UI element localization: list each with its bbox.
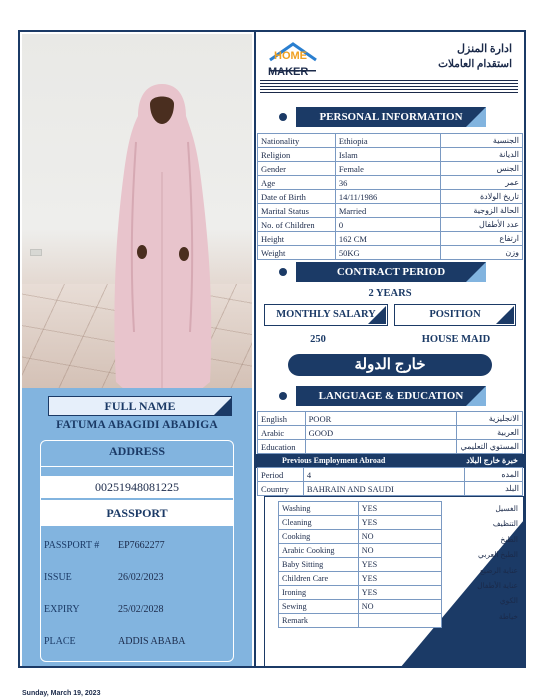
skill-arabic-label: التنظيف xyxy=(492,519,518,529)
fullname-label: FULL NAME xyxy=(104,399,176,413)
row-label: English xyxy=(258,412,306,426)
row-value: 36 xyxy=(335,176,440,190)
monthly-salary-value: 250 xyxy=(310,334,326,345)
skill-value: YES xyxy=(358,516,441,530)
skill-value: NO xyxy=(358,530,441,544)
table-row xyxy=(258,482,523,496)
row-value: GOOD xyxy=(305,426,457,440)
table-row xyxy=(258,468,523,482)
row-label: Religion xyxy=(258,148,336,162)
table-row xyxy=(279,544,442,558)
row-value xyxy=(305,440,457,454)
personal-info-title: PERSONAL INFORMATION xyxy=(319,111,463,123)
skills-table xyxy=(278,501,442,628)
row-value: Ethiopia xyxy=(335,134,440,148)
expiry-value: 25/02/2028 xyxy=(118,604,164,615)
language-education-header xyxy=(296,386,486,406)
logo-maker-text: MAKER xyxy=(268,66,309,78)
footer-date: Sunday, March 19, 2023 xyxy=(22,690,101,697)
skill-value: NO xyxy=(358,600,441,614)
row-arabic-label: المده xyxy=(465,468,523,482)
table-row xyxy=(279,614,442,628)
row-label: Gender xyxy=(258,162,336,176)
skill-arabic-label: الطبخ xyxy=(500,534,518,544)
table-row xyxy=(258,190,523,204)
row-value: Islam xyxy=(335,148,440,162)
skill-label: Cleaning xyxy=(279,516,359,530)
passport-number-value: EP7662277 xyxy=(118,540,165,551)
skill-value: NO xyxy=(358,544,441,558)
table-row xyxy=(258,426,523,440)
outside-country-badge: خارج الدولة xyxy=(288,354,492,376)
table-row xyxy=(258,148,523,162)
row-label: Date of Birth xyxy=(258,190,336,204)
personal-bullet-icon xyxy=(279,113,287,121)
skill-arabic-label: خياطة xyxy=(498,611,518,621)
row-value: 162 CM xyxy=(335,232,440,246)
row-arabic-label: الحالة الزوجية xyxy=(441,204,523,218)
row-label: Country xyxy=(258,482,304,496)
personal-corner xyxy=(466,107,486,127)
brand-arabic-line1: ادارة المنزل xyxy=(457,43,512,55)
row-value: Married xyxy=(335,204,440,218)
table-row xyxy=(258,176,523,190)
previous-employment-title: Previous Employment Abroad xyxy=(282,456,386,465)
skill-arabic-label: الغسيل xyxy=(495,504,518,513)
previous-employment-table xyxy=(257,467,523,496)
contract-period-title: CONTRACT PERIOD xyxy=(336,266,446,278)
row-value: Female xyxy=(335,162,440,176)
row-label: Nationality xyxy=(258,134,336,148)
row-arabic-label: ارتفاع xyxy=(441,232,523,246)
remark-label: Remark xyxy=(279,614,359,628)
row-arabic-label: الجنسية xyxy=(441,134,523,148)
passport-label: PASSPORT xyxy=(40,500,234,526)
position-corner xyxy=(496,306,514,324)
skill-label: Arabic Cooking xyxy=(279,544,359,558)
table-row xyxy=(258,440,523,454)
skill-value: YES xyxy=(358,572,441,586)
wall-socket xyxy=(30,249,42,256)
row-label: Weight xyxy=(258,246,336,260)
language-education-title: LANGUAGE & EDUCATION xyxy=(318,390,464,402)
address-value: 00251948081225 xyxy=(40,476,234,498)
contract-period-value: 2 YEARS xyxy=(368,288,412,299)
table-row xyxy=(279,558,442,572)
skill-label: Children Care xyxy=(279,572,359,586)
address-label: ADDRESS xyxy=(108,444,165,458)
brand-arabic-line2: استقدام العاملات xyxy=(438,59,512,70)
row-arabic-label: العربية xyxy=(457,426,523,440)
row-value: 14/11/1986 xyxy=(335,190,440,204)
skill-arabic-label: عناية الأطفال xyxy=(477,580,518,590)
table-row xyxy=(258,232,523,246)
skill-value: YES xyxy=(358,558,441,572)
table-row xyxy=(258,218,523,232)
skill-label: Baby Sitting xyxy=(279,558,359,572)
row-arabic-label: الجنس xyxy=(441,162,523,176)
table-row xyxy=(279,586,442,600)
row-label: Marital Status xyxy=(258,204,336,218)
row-arabic-label: عدد الأطفال xyxy=(441,218,523,232)
table-row xyxy=(258,246,523,260)
fullname-value: FATUMA ABAGIDI ABADIGA xyxy=(56,419,218,431)
row-label: Age xyxy=(258,176,336,190)
skill-arabic-label: الكوي xyxy=(499,596,518,606)
row-value: 50KG xyxy=(335,246,440,260)
row-value: BAHRAIN AND SAUDI xyxy=(303,482,464,496)
place-value: ADDIS ABABA xyxy=(118,636,186,647)
row-arabic-label: الديانة xyxy=(441,148,523,162)
logo-home-text: HOME xyxy=(274,50,307,62)
issue-label: ISSUE xyxy=(44,572,72,583)
address-box xyxy=(40,440,234,662)
contract-bullet-icon xyxy=(279,268,287,276)
salary-corner xyxy=(368,306,386,324)
skill-label: Sewing xyxy=(279,600,359,614)
position-value: HOUSE MAID xyxy=(421,334,491,345)
row-arabic-label: المستوي التعليمي xyxy=(457,440,523,454)
row-label: Education xyxy=(258,440,306,454)
brand-rule-lines xyxy=(260,80,518,95)
contract-corner xyxy=(466,262,486,282)
language-table xyxy=(257,411,523,454)
skill-value: YES xyxy=(358,586,441,600)
previous-employment-title-arabic: خبرة خارج البلاد xyxy=(466,456,518,465)
address-divider xyxy=(40,466,234,467)
table-row xyxy=(279,516,442,530)
language-bullet-icon xyxy=(279,392,287,400)
contract-period-header xyxy=(296,262,486,282)
table-row xyxy=(279,530,442,544)
row-arabic-label: عمر xyxy=(441,176,523,190)
skill-label: Cooking xyxy=(279,530,359,544)
table-row xyxy=(279,502,442,516)
candidate-photo xyxy=(22,34,252,388)
table-row xyxy=(258,162,523,176)
remark-value xyxy=(358,614,441,628)
skill-value: YES xyxy=(358,502,441,516)
position-label: POSITION xyxy=(429,309,481,320)
table-row xyxy=(279,600,442,614)
expiry-label: EXPIRY xyxy=(44,604,80,615)
previous-employment-header xyxy=(256,454,524,468)
fullname-corner xyxy=(214,397,232,415)
table-row xyxy=(258,134,523,148)
table-row xyxy=(279,572,442,586)
place-label: PLACE xyxy=(44,636,76,647)
right-column-border xyxy=(254,32,256,668)
row-arabic-label: الانجليزية xyxy=(457,412,523,426)
row-value: 4 xyxy=(303,468,464,482)
row-value: POOR xyxy=(305,412,457,426)
row-label: Period xyxy=(258,468,304,482)
row-label: Arabic xyxy=(258,426,306,440)
skill-label: Washing xyxy=(279,502,359,516)
row-arabic-label: وزن xyxy=(441,246,523,260)
row-arabic-label: تاريخ الولادة xyxy=(441,190,523,204)
personal-info-table xyxy=(257,133,523,260)
table-row xyxy=(258,204,523,218)
skill-arabic-label: عناية الرضيع xyxy=(479,565,518,575)
row-label: Height xyxy=(258,232,336,246)
skills-arabic-column xyxy=(442,501,518,624)
row-value: 0 xyxy=(335,218,440,232)
fullname-header xyxy=(48,396,232,416)
candidate-figure xyxy=(102,82,222,388)
issue-value: 26/02/2023 xyxy=(118,572,164,583)
skill-arabic-label: الطبخ العربي xyxy=(478,550,518,560)
passport-number-label: PASSPORT # xyxy=(44,540,100,551)
skill-label: Ironing xyxy=(279,586,359,600)
personal-info-header xyxy=(296,107,486,127)
table-row xyxy=(258,412,523,426)
row-arabic-label: البلد xyxy=(465,482,523,496)
language-corner xyxy=(466,386,486,406)
monthly-salary-label: MONTHLY SALARY xyxy=(276,309,376,320)
row-label: No. of Children xyxy=(258,218,336,232)
